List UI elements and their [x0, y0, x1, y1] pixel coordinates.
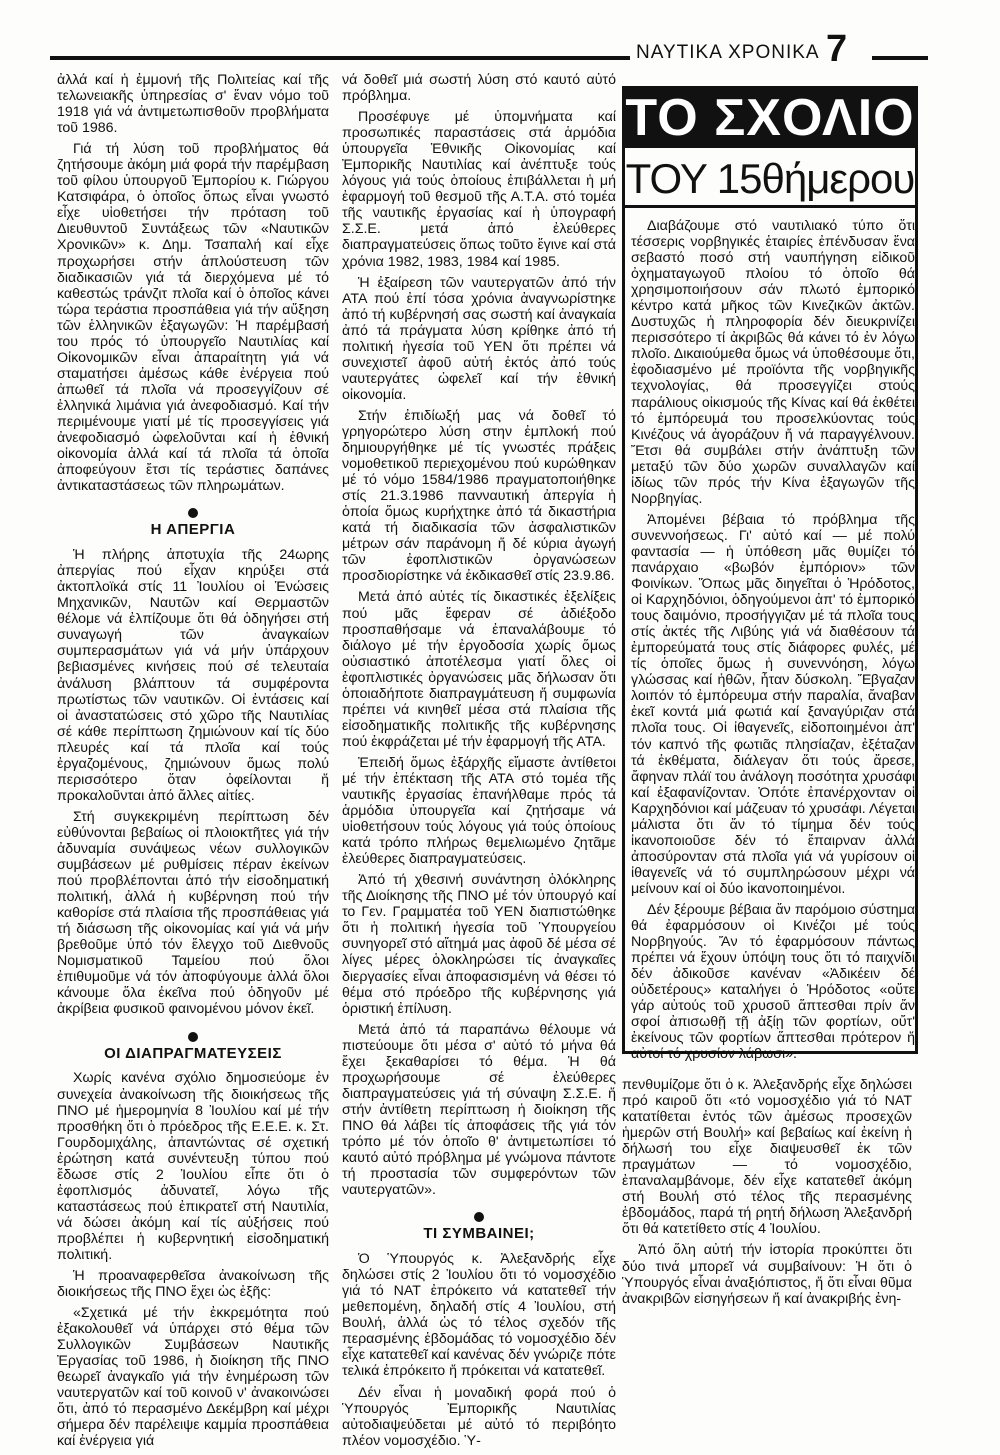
section-heading-strike: Η ΑΠΕΡΓΙΑ	[150, 521, 236, 539]
paragraph: Διαβάζουμε στό ναυτιλιακό τύπο ὅτι τέσσερις νορβηγικές ἑταιρίες ἐπένδυσαν ἕνα σεβαστό ποσό στή ναυπήγηση εἰδικοῦ ὀχηματαγωγοῦ πλοίου τό ὁποῖο θά χρησιμοποιήσουν σάν πλωτό ἐμπορικό κέντρο κατά μῆκος τῶν Κινεζικῶν ἀκτῶν. Δυστυχῶς ἡ πληροφορία δέν διευκρινίζει περισσότερο τί ἀκριβῶς θά κάνει τό ἐν λόγω πλοῖο. Δικαιούμεθα ὅμως νά ὑποθέσουμε ὅτι, ἐφοδιασμένο μέ προϊόντα τῆς νορβηγικῆς τεχνολογίας, θά προσεγγίζει στούς παράλιους οἰκισμούς τῆς Κίνας καί θά ἐκθέτει τό ἐμπόρευμά του προσελκύοντας τούς Κινέζους νά ἀγοράζουν ἤ νά παραγγέλνουν. Ἔτσι θά συμβάλει στήν ἀνάπτυξη τῶν μεταξύ τῶν δύο χωρῶν συναλλαγῶν καί ἰδίως τῶν πρός τήν Κίνα ἐξαγωγῶν τῆς Νορβηγίας.	[631, 218, 915, 507]
paragraph: Δέν ξέρουμε βέβαια ἄν παρόμοιο σύστημα θά ἐφαρμόσουν οἱ Κινέζοι μέ τούς Νορβηγούς. Ἄν τό ἐφαρμόσουν πάντως πρέπει νά ἔχουν ὑπόψη τους ὅτι τό παιχνίδι δέν ἀδικοῦσε κανέναν «Ἀδικέειν δέ οὐδετέρους» καταλήγει ὁ Ἡρόδοτος «οὔτε γάρ αὐτούς τοῦ χρυσοῦ ἅπτεσθαι πρίν ἄν σφοί ἀπισωθῇ τῇ ἀξίῃ τῶν φορτίων, οὔτ' ἐκείνους τῶν φορτίων ἅπτεσθαι πρότερον ἤ αὐτοί τό χρυσίον λάβωσι».	[631, 901, 915, 1063]
page-number: 7	[826, 28, 848, 70]
paragraph: ἀλλά καί ἡ ἐμμονή τῆς Πολιτείας καί τῆς τελωνειακῆς ὑπηρεσίας σ' ἕναν νόμο τοῦ 1918 γιά νά ἀντιμετωπισθοῦν προβλήματα τοῦ 1986.	[57, 72, 329, 137]
section-heading-negotiations: ΟΙ ΔΙΑΠΡΑΓΜΑΤΕΥΣΕΙΣ	[104, 1044, 282, 1062]
section-heading-happening: ΤΙ ΣΥΜΒΑΙΝΕΙ;	[423, 1225, 535, 1243]
paragraph: Ἡ προαναφερθεῖσα ἀνακοίνωση τῆς διοικήσεως τῆς ΠΝΟ ἔχει ὡς ἑξῆς:	[57, 1268, 329, 1301]
column-1	[57, 72, 329, 1455]
paragraph: Στή συγκεκριμένη περίπτωση δέν εὐθύνονται βεβαίως οἱ πλοιοκτῆτες γιά τήν ἀδυναμία συνάψεως νέων συλλογικῶν συμβάσεων μέ ρυθμίσεις πέραν ἐκείνων πού προβλέπονται ἀπό τήν εἰσοδηματική πολιτική, ἀλλά ἡ κυβέρνηση πού τήν καθορίσε στά πλαίσια τῆς προσπάθειας γιά τή διάσωση τῆς οἰκονομίας καί γιά νά μήν βρεθοῦμε ὑπό τόν ἔλεγχο τοῦ Διεθνοῦς Νομισματικοῦ Ταμείου πού ὅλοι ἐπιθυμοῦμε νά τόν ἀποφύγουμε ἀλλά ὅλοι κάνουμε ὅλα ἐκεῖνα πού ὁδηγοῦν μέ ἀκρίβεια φυσικοῦ φαινομένου μόνον ἐκεῖ.	[57, 808, 329, 1018]
paragraph: Γιά τή λύση τοῦ προβλήματος θά ζητήσουμε ἀκόμη μιά φορά τήν παρέμβαση τοῦ φίλου ὑπουργοῦ Ἐμπορίου κ. Γιώργου Κατσιφάρα, ὁ ὁποῖος ὅπως εἶναι γνωστό εἶχε υἱοθετήσει τήν πρόταση τοῦ Διευθυντοῦ Συντάξεως τῶν «Ναυτικῶν Χρονικῶν» κ. Δημ. Τσαπαλή καί εἶχε προχωρήσει στήν ἁπλούστευση τῶν διαδικασιῶν γιά τά διερχόμενα μέ τό καθεστώς τράνζιτ πλοῖα καί ὁ ὁποῖος κάνει τώρα τεράστια προσπάθεια γιά τήν αὔξηση τῶν ἑλληνικῶν ἐξαγωγῶν: Ἡ παρέμβασή του πρός τό ὑπουργεῖο Ναυτιλίας καί Οἰκονομικῶν εἶναι ἀπαραίτητη γιά νά σταματήσει ἀμέσως κάθε ἐνέργεια πού ἀπωθεῖ τά πλοῖα νά προσεγγίζουν σέ ἑλληνικά λιμάνια γιά ἀνεφοδιασμό. Καί τήν περιμένουμε γιατί μέ τίς προσεγγίσεις γιά ἀνεφοδιασμό ὠφελοῦνται καί ἡ ἐθνική οἰκονομία ἀλλά καί τά πλοῖα τά ὁποῖα ἀποφεύγουν ἔτσι τίς τεράστιες δαπάνες ἀντικαταστάσεως τῶν πληρωμάτων.	[57, 141, 329, 495]
section-bullet	[474, 1212, 484, 1222]
paragraph: «Σχετικά μέ τήν ἐκκρεμότητα πού ἐξακολουθεῖ νά ὑπάρχει στό θέμα τῶν Συλλογικῶν Συμβάσεων Ναυτικῆς Ἐργασίας τοῦ 1986, ἡ διοίκηση τῆς ΠΝΟ θεωρεῖ ἀναγκαῖο γιά τήν ἐνημέρωση τῶν ναυτεργατῶν καί τοῦ κοινοῦ ν' ἀνακοινώσει ὅτι, ἀπό τό περασμένο Δεκέμβρη καί μέχρι σήμερα δέν παρέλειψε καμμία προσπάθεια καί ἐνέργεια γιά	[57, 1305, 329, 1450]
paragraph: Μετά ἀπό τά παραπάνω θέλουμε νά πιστεύουμε ὅτι μέσα σ' αὐτό τό μήνα θά ἔχει ξεκαθαρίσει τό θέμα. Ἡ θά προχωρήσουμε σέ ἐλεύθερες διαπραγματεύσεις γιά τή σύναψη Σ.Σ.Ε. ἤ στήν ἀντίθετη περίπτωση ἡ διοίκηση τῆς ΠΝΟ θά λάβει τίς ἀποφάσεις τῆς γιά τόν τρόπο μέ τόν ὁποῖο θ' ἀντιμετωπίσει τό καυτό αὐτό πρόβλημα μέ γνώμονα πάντοτε τή προστασία τῶν συμφερόντων τῶν ναυτεργατῶν».	[342, 1021, 616, 1199]
paragraph: πενθυμίζομε ὅτι ὁ κ. Ἀλεξανδρής εἶχε δηλώσει πρό καιροῦ ὅτι «τό νομοσχέδιο γιά τό ΝΑΤ κατατίθεται ἐντός τῶν ἀμέσως προσεχῶν ἡμερῶν στή Βουλή» καί βεβαίως καί ἐκείνη ἡ δήλωσή του εἶχε διαψευσθεῖ ἐκ τῶν πραγμάτων — τό νομοσχέδιο, ἐπαναλαμβάνομε, δέν εἶχε κατατεθεῖ ἀκόμη στή Βουλή στό τέλος τῆς περασμένης ἑβδομάδος, παρά τή ρητή δήλωση Ἀλεξανδρή ὅτι θά κατετίθετο στίς 4 Ἰουλίου.	[622, 1077, 912, 1238]
header-rule-right	[872, 56, 928, 60]
header-rule	[50, 56, 630, 60]
editorial-title: ΤΟ ΣΧΟΛΙΟ	[623, 88, 917, 148]
paragraph: Μετά ἀπό αὐτές τίς δικαστικές ἐξελίξεις πού μᾶς ἔφεραν σέ ἀδιέξοδο προσπαθήσαμε νά ἐπαναλάβουμε τό διάλογο μέ τήν ἐργοδοσία χωρίς ὅμως οὐσιαστικό ἀποτέλεσμα γιατί ὅλες οἱ ἐφοπλιστικές ὀργανώσεις μᾶς δήλωσαν ὅτι ὁποιαδήποτε διαπραγμάτευση ἤ συμφωνία πρέπει νά κινηθεῖ μέσα στά πλαίσια τῆς εἰσοδηματικῆς πολιτικῆς τῆς κυβέρνησης πού ἐκφράζεται μέ τήν ἐφαρμογή τῆς ΑΤΑ.	[342, 589, 616, 750]
editorial-body	[631, 218, 915, 1067]
paragraph: Ὁ Ὑπουργός κ. Ἀλεξανδρής εἶχε δηλώσει στίς 2 Ἰουλίου ὅτι τό νομοσχέδιο γιά τό ΝΑΤ ἐπρόκειτο νά κατατεθεῖ τήν μεθεπομένη, δηλαδή στίς 4 Ἰουλίου, στή Βουλή, ἀλλά ὡς τό τέλος σχεδόν τῆς περασμένης ἑβδομάδας τό νομοσχέδιο δέν εἶχε κατατεθεῖ καί κανένας δέν γνώριζε πότε τελικά ἐπρόκειτο ἤ πρόκειται νά κατατεθεῖ.	[342, 1251, 616, 1380]
paragraph: Ἐπειδή ὅμως ἐξάρχῆς εἴμαστε ἀντίθετοι μέ τήν ἐπέκταση τῆς ΑΤΑ στό τομέα τῆς ναυτικῆς ἐργασίας ἐπανήλθαμε πρός τά ἁρμόδια ὑπουργεῖα καί ζητήσαμε νά υἱοθετήσουν τούς λόγους γιά τούς ὁποίους κατά τρόπο πλήρως θεμελιωμένο ζητᾶμε ἐλεύθερες διαπραγματεύσεις.	[342, 754, 616, 868]
paragraph: Ἀπό ὅλη αὐτή τήν ἱστορία προκύπτει ὅτι δύο τινά μπορεῖ νά συμβαίνουν: Ἡ ὅτι ὁ Ὑπουργός εἶναι ἀναξιόπιστος, ἤ ὅτι εἶναι θῦμα ἀνακριβῶν εἰσηγήσεων ἤ καί ἀνακριβής ἐνη-	[622, 1242, 912, 1307]
paragraph: νά δοθεῖ μιά σωστή λύση στό καυτό αὐτό πρόβλημα.	[342, 72, 616, 105]
paragraph: Ἡ ἐξαίρεση τῶν ναυτεργατῶν ἀπό τήν ΑΤΑ πού ἐπί τόσα χρόνια ἀναγνωρίστηκε ἀπό τή κυβέρνησή σας σωστή καί ἀναγκαία ἀπό τά πράγματα λύση κρίθηκε ἀπό τή πολιτική ἡγεσία τοῦ ΥΕΝ ὅτι πρέπει νά συνεχιστεῖ ἀφοῦ αὐτή ἐκτός ἀπό τούς ναυτεργάτες ὠφελεῖ καί τήν ἐθνική οἰκονομία.	[342, 274, 616, 403]
paragraph: Προσέφυγε μέ ὑπομνήματα καί προσωπικές παραστάσεις στά ἁρμόδια ὑπουργεῖα Ἐθνικῆς Οἰκονομίας καί Ἐμπορικῆς Ναυτιλίας καί ἀνέπτυξε τούς λόγους γιά τούς ὁποίους ἐπιβάλλεται ἡ μή ἐφαρμογή τοῦ θεσμοῦ τῆς Α.Τ.Α. στό τομέα τῆς ναυτικῆς ἐργασίας καί ἡ ὑπογραφή Σ.Σ.Ε. μετά ἀπό ἐλεύθερες διαπραγματεύσεις ὅπως τοῦτο ἔγινε καί στά χρόνια 1982, 1983, 1984 καί 1985.	[342, 109, 616, 270]
column-2	[342, 72, 616, 1454]
paragraph: Δέν εἶναι ἡ μοναδική φορά πού ὁ Ὑπουργός Ἐμπορικῆς Ναυτιλίας αὐτοδιαψεύδεται μέ αὐτό τό περιβόητο πλέον νομοσχέδιο. Ὑ-	[342, 1384, 616, 1449]
paragraph: Ἀπό τή χθεσινή συνάντηση ὁλόκληρης τῆς Διοίκησης τῆς ΠΝΟ μέ τόν ὑπουργό καί το Γεν. Γραμματέα τοῦ ΥΕΝ διαπιστώθηκε ὅτι ἡ πολιτική ἡγεσία τοῦ Ὑπουργείου συνηγορεῖ στό αἴτημά μας ἀφοῦ δέ μέσα σέ λίγες μέρες ὁλοκληρώσει τίς ἀναγκαῖες διεργασίες εἶναι ἀποφασισμένη νά θέσει τό θέμα στό πρόεδρο τῆς κυβέρνησης γιά ὁριστική ἐπίλυση.	[342, 872, 616, 1017]
paragraph: Ἀπομένει βέβαια τό πρόβλημα τῆς συνεννοήσεως. Γι' αὐτό καί — μέ πολύ φαντασία — ἡ ὑπόθεση μᾶς θυμίζει τό πανάρχαιο «βωβόν ἐμπόριον» τῶν Φοινίκων. Ὅπως μᾶς διηγεῖται ὁ Ἡρόδοτος, οἱ Καρχηδόνιοι, ὁδηγούμενοι ἀπ' τό ἐμπορικό τους δαιμόνιο, προσήγγιζαν μέ τά πλοῖα τους στίς ἀκτές τῆς Λιβύης γιά νά διαθέσουν τά ἐμπορεύματά τους στίς διάφορες φυλές, μέ τίς ὁποῖες ὅμως ἡ συνεννόηση, λόγω γλώσσας καί ἠθῶν, ἦταν δύσκολη. Ἔβγαζαν λοιπόν τό ἐμπόρευμα στήν παραλία, ἄναβαν ἐκεῖ κοντά μιά φωτιά καί ξαναγύριζαν στά πλοῖα τους. Οἱ ἰθαγενεῖς, εἰδοποιημένοι ἀπ' τόν καπνό τῆς φωτιᾶς πλησίαζαν, ἐξέταζαν τά ἐκθέματα, διάλεγαν ὅτι τούς ἄρεσε, ἄφηναν πλάϊ του ἀνάλογη ποσότητα χρυσάφι καί ἐξαφανίζονταν. Ὁπότε ἐπανέρχονταν οἱ Καρχηδόνιοι καί μάζευαν τό χρυσάφι. Λέγεται μάλιστα ὅτι ἄν τό τίμημα δέν τούς ἱκανοποιοῦσε δέν τό ἔπαιρναν ἀλλά ἀποσύρονταν στά πλοῖα γιά νά γυρίσουν οἱ ἰθαγενεῖς νά τό συμπληρώσουν μέχρι νά μείνουν καί οἱ δύο ἱκανοποιημένοι.	[631, 511, 915, 897]
paragraph: Χωρίς κανένα σχόλιο δημοσιεύομε ἐν συνεχεία ἀνακοίνωση τῆς διοικήσεως τῆς ΠΝΟ μέ ἡμερομηνία 8 Ἰουλίου καί μέ τήν προσθήκη ὅτι ὁ πρόεδρος τῆς Ε.Ε.Ε. κ. Στ. Γουρδομιχάλης, ἀπαντώντας σέ σχετική ἐρώτηση κατά συνέντευξη τύπου πού ἔδωσε στίς 2 Ἰουλίου εἶπε ὅτι ὁ ἐφοπλισμός ἀδυνατεῖ, λόγω τῆς καταστάσεως πού ἐπικρατεῖ στή Ναυτιλία, νά δώσει ἀκόμη καί τίς αὐξήσεις πού προβλέπει ἡ κυβερνητική εἰσοδηματική πολιτική.	[57, 1070, 329, 1263]
publication-name: ΝΑΥΤΙΚΑ ΧΡΟΝΙΚΑ	[636, 42, 820, 63]
paragraph: Ἡ πλήρης ἀποτυχία τῆς 24ωρης ἀπεργίας πού εἶχαν κηρύξει στά ἀκτοπλοϊκά στίς 11 Ἰουλίου οἱ Ἑνώσεις Μηχανικῶν, Ναυτῶν καί Θερμαστῶν θέλομε νά ἐλπίζουμε ὅτι θά ὁδηγήσει στή συναγωγή τῶν ἀναγκαίων συμπερασμάτων γιά νά μήν ὑπάρχουν βεβιασμένες κινήσεις πού σέ τελευταία ἀνάλυση βλάπτουν τά συμφέροντα πρωτίστως τῶν ναυτικῶν. Οἱ ἐντάσεις καί οἱ ἀναστατώσεις στό χῶρο τῆς Ναυτιλίας σέ κάθε περίπτωση ζημιώνουν καί τίς δύο πλευρές καί τά πλοῖα καί τούς ἐργαζομένους, ζημιώνουν ὅμως πολύ περισσότερο ὅταν ὀφείλονται ἤ προκαλοῦνται ἀπό ἄλλες αἰτίες.	[57, 547, 329, 804]
paragraph: Στήν ἐπιδίωξή μας νά δοθεῖ τό γρηγορώτερο λύση στην ἐμπλοκή πού δημιουργήθηκε μέ τίς γνωστές πράξεις νομοθετικοῦ περιεχομένου πού κυρώθηκαν μέ τό νόμο 1584/1986 πραγματοποιήθηκε στίς 21.3.1986 πανναυτική ἀπεργία ἡ ὁποία ὅμως κυρήχτηκε ἀπό τά δικαστήρια κατά τή διαδικασία τῶν ἀσφαλιστικῶν μέτρων σάν παράνομη ἤ δέ κύρια ἀγωγή τῶν ἐφοπλιστικῶν ὀργανώσεων προσδιορίστηκε νά ἐκδικασθεῖ στίς 23.9.86.	[342, 407, 616, 585]
section-bullet	[188, 1032, 198, 1042]
column-3-continuation	[622, 1077, 912, 1312]
section-bullet	[188, 508, 198, 518]
editorial-subtitle: ΤΟΥ 15θήμερου	[623, 150, 917, 208]
